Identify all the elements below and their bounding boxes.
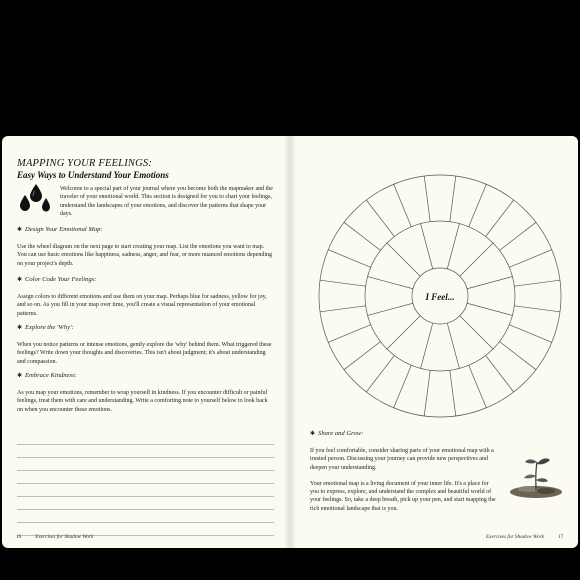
- emotion-wheel[interactable]: [308, 146, 572, 426]
- wheel-inner-segment[interactable]: [447, 224, 459, 269]
- wheel-outer-segment[interactable]: [424, 370, 430, 416]
- page-title: MAPPING YOUR FEELINGS:: [17, 158, 153, 169]
- section-heading: Embrace Kindness:: [25, 372, 77, 379]
- wheel-inner-segment[interactable]: [368, 277, 413, 289]
- left-footer: [16, 534, 93, 540]
- note-line[interactable]: [17, 497, 274, 510]
- book-spread: [2, 136, 578, 548]
- wheel-outer-segment[interactable]: [320, 306, 366, 312]
- page-subtitle: Easy Ways to Understand Your Emotions: [17, 170, 169, 180]
- wheel-outer-segment[interactable]: [514, 280, 560, 286]
- wheel-outer-segment[interactable]: [514, 306, 560, 312]
- wheel-outer-segment[interactable]: [450, 176, 456, 222]
- right-footer: [486, 534, 563, 540]
- wheel-outer-segment[interactable]: [509, 325, 551, 343]
- wheel-outer-segment[interactable]: [394, 184, 412, 226]
- section-body: When you notice patterns or intense emotions, gently explore the 'why' behind them. What triggered these feelings? Write down your thoughts and discoveries. This isn't about judgment; it's about understanding and compassion.: [17, 342, 272, 365]
- wheel-outer-segment[interactable]: [486, 356, 514, 392]
- wheel-outer-segment[interactable]: [366, 200, 394, 236]
- wheel-inner-segment[interactable]: [387, 243, 420, 276]
- wheel-outer-segment[interactable]: [500, 222, 536, 250]
- section-share-grow: [310, 430, 496, 513]
- section-body: Use the wheel diagram on the next page to start creating your map. List the emotions you want to map. You can use basic emotions like happiness, sadness, anger, and fear, or more nuanced emotions depending on your project's depth.: [17, 244, 273, 267]
- wheel-outer-segment[interactable]: [320, 280, 366, 286]
- left-page: [2, 136, 290, 548]
- wheel-outer-segment[interactable]: [344, 222, 380, 250]
- drop-icon: [18, 182, 54, 218]
- wheel-inner-segment[interactable]: [368, 303, 413, 315]
- note-line[interactable]: [17, 484, 274, 497]
- note-lines[interactable]: [17, 432, 274, 548]
- page-number: 16: [16, 534, 22, 540]
- wheel-outer-segment[interactable]: [394, 365, 412, 407]
- wheel-inner-segment[interactable]: [460, 316, 493, 349]
- section-embrace-kindness: [17, 372, 274, 414]
- wheel-outer-segment[interactable]: [344, 342, 380, 370]
- wheel-outer-segment[interactable]: [500, 342, 536, 370]
- wheel-outer-segment[interactable]: [328, 325, 370, 343]
- section-heading: Explore the 'Why':: [25, 324, 74, 331]
- section-design-map: [17, 226, 274, 268]
- wheel-outer-segment[interactable]: [328, 250, 370, 268]
- section-body: Assign colors to different emotions and use them on your map. Perhaps blue for sadness, yellow for joy, and so on. As you fill in your map over time, you'll create a visual representation of your emotional patterns.: [17, 294, 267, 317]
- note-line[interactable]: [17, 458, 274, 471]
- wheel-inner-segment[interactable]: [467, 277, 512, 289]
- section-heading: Design Your Emotional Map:: [25, 226, 103, 233]
- footer-text: Exercises for Shadow Work: [35, 534, 94, 540]
- wheel-outer-segment[interactable]: [424, 176, 430, 222]
- wheel-inner-segment[interactable]: [447, 323, 459, 368]
- intro-paragraph: Welcome to a special part of your journal where you become both the mapmaker and the traveler of your emotional world. This section is designed for you to chart your feelings, understand the landscapes of your emotions, and discover the patterns that shape your days.: [60, 186, 273, 217]
- wheel-inner-segment[interactable]: [467, 303, 512, 315]
- footer-text: Exercises for Shadow Work: [486, 534, 545, 540]
- note-line[interactable]: [17, 510, 274, 523]
- wheel-inner-segment[interactable]: [387, 316, 420, 349]
- note-line[interactable]: [17, 445, 274, 458]
- section-body: If you feel comfortable, consider sharing parts of your emotional map with a trusted person. Discussing your journey can provide new perspectives and deepen your understanding.: [310, 448, 494, 471]
- wheel-outer-segment[interactable]: [366, 356, 394, 392]
- note-line[interactable]: [17, 432, 274, 445]
- right-page: [290, 136, 578, 548]
- wheel-outer-segment[interactable]: [486, 200, 514, 236]
- bullet-icon: ✱: [17, 277, 23, 283]
- page-number: 17: [558, 534, 564, 540]
- section-heading: Share and Grow:: [318, 430, 364, 437]
- note-line[interactable]: [17, 471, 274, 484]
- section-explore-why: [17, 324, 274, 366]
- wheel-outer-segment[interactable]: [450, 370, 456, 416]
- wheel-inner-segment[interactable]: [421, 323, 433, 368]
- sprout-icon: [508, 452, 564, 500]
- wheel-outer-segment[interactable]: [469, 365, 487, 407]
- section-heading: Color Code Your Feelings:: [25, 276, 97, 283]
- bullet-icon: ✱: [310, 431, 316, 437]
- wheel-outer-segment[interactable]: [469, 184, 487, 226]
- wheel-inner-segment[interactable]: [421, 224, 433, 269]
- bullet-icon: ✱: [17, 227, 23, 233]
- wheel-center-label: I Feel...: [425, 292, 455, 302]
- wheel-outer-segment[interactable]: [509, 250, 551, 268]
- bullet-icon: ✱: [17, 325, 23, 331]
- section-body: As you map your emotions, remember to wrap yourself in kindness. If you encounter difficult or painful feelings, treat them with care and understanding. Write a comforting note to yourself below to look back on when you encounter these emotions.: [17, 390, 268, 413]
- section-body-closing: Your emotional map is a living document of your inner life. It's a place for you to express, explore, and understand the complex and beautiful world of your feelings. So, take a deep breath, pick up your pen, and start mapping the rich emotional landscape that is you.: [310, 480, 496, 512]
- wheel-inner-segment[interactable]: [460, 243, 493, 276]
- bullet-icon: ✱: [17, 373, 23, 379]
- section-color-code: [17, 276, 274, 318]
